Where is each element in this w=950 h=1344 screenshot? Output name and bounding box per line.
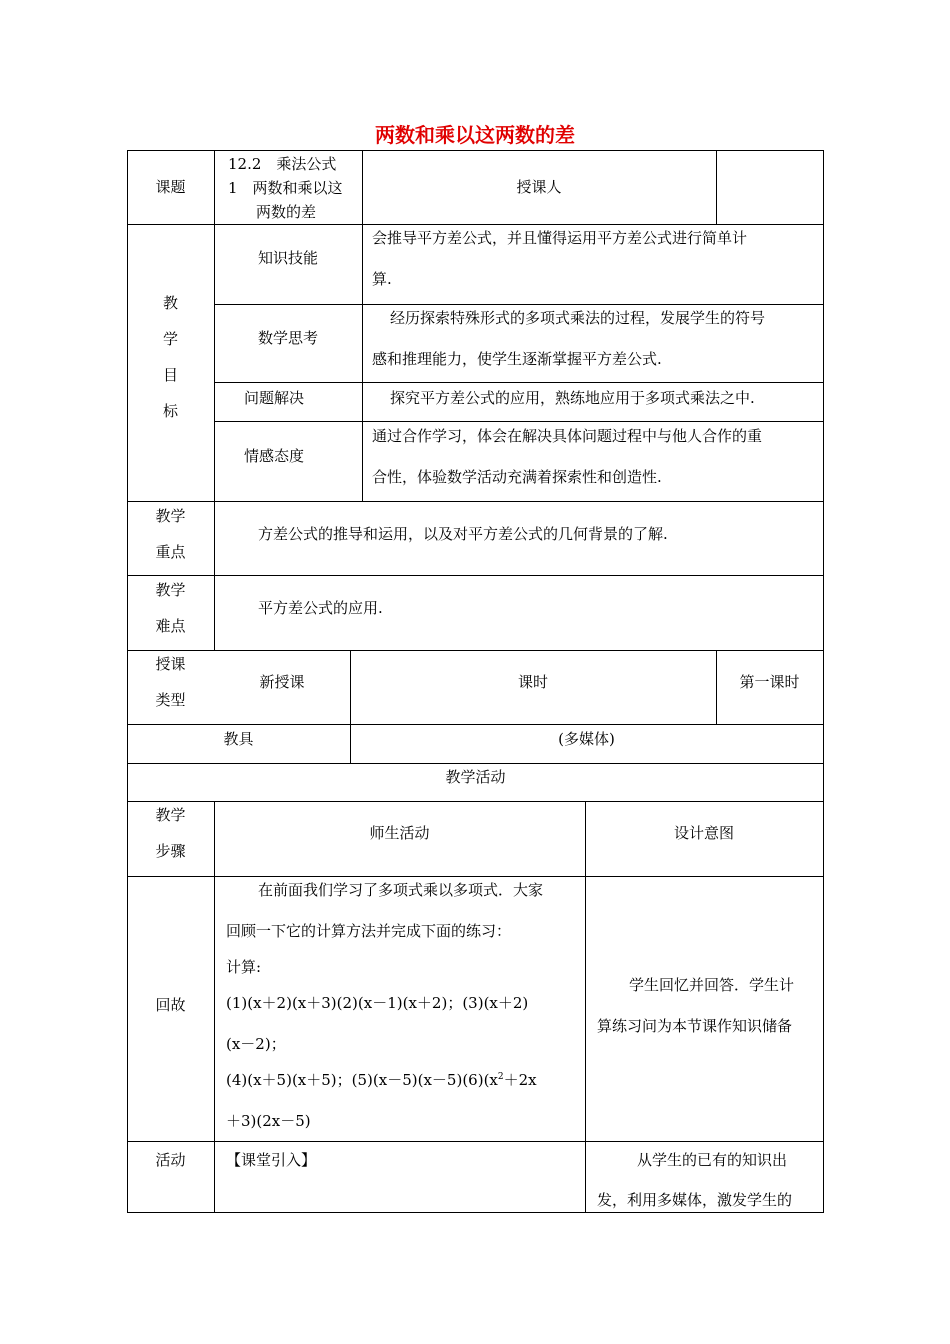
key-points-label: 教学: [155, 507, 186, 525]
superscript: 2: [497, 1072, 504, 1082]
activity-text: 【课堂引入】: [226, 1151, 317, 1169]
goal-label-attitude: 情感态度: [243, 447, 304, 465]
topic-line-1: 12.2 乘法公式: [228, 155, 337, 173]
period-label: 课时: [517, 673, 548, 691]
table-border: [127, 724, 824, 725]
review-text-part: (4)(x＋5)(x＋5)；(5)(x－5)(x－5)(6)(x: [226, 1071, 498, 1089]
review-text: ＋3)(2x－5): [226, 1112, 311, 1130]
goals-label-char: 教: [162, 294, 178, 312]
goal-text: 经历探索特殊形式的多项式乘法的过程，发展学生的符号: [390, 309, 766, 327]
table-border: [214, 382, 824, 383]
review-text: 在前面我们学习了多项式乘以多项式．大家: [258, 881, 544, 899]
activity-intent: 从学生的已有的知识出: [637, 1151, 788, 1169]
document-title: 两数和乘以这两数的差: [375, 123, 575, 147]
activity-intent: 发，利用多媒体，激发学生的: [597, 1191, 793, 1209]
goal-label-thinking: 数学思考: [257, 329, 318, 347]
key-points-label: 重点: [155, 543, 186, 561]
review-text: 回顾一下它的计算方法并完成下面的练习：: [226, 922, 512, 940]
table-border: [127, 150, 824, 151]
table-border: [716, 150, 717, 225]
goals-label-char: 标: [162, 402, 178, 420]
table-border: [127, 801, 824, 802]
teacher-student-activity-header: 师生活动: [369, 824, 430, 842]
goal-text: 感和推理能力，使学生逐渐掌握平方差公式.: [372, 350, 662, 368]
goals-label-char: 学: [162, 330, 178, 348]
tools-label: 教具: [223, 730, 254, 748]
table-border: [214, 801, 215, 1213]
lesson-type-value: 新授课: [259, 673, 305, 691]
goal-text: 会推导平方差公式，并且懂得运用平方差公式进行简单计: [372, 229, 748, 247]
tools-value: (多媒体): [558, 730, 615, 748]
activity-label: 活动: [155, 1151, 186, 1169]
review-text: 计算:: [226, 958, 262, 976]
topic-label: 课题: [155, 178, 186, 196]
goal-label-knowledge: 知识技能: [257, 249, 318, 267]
table-border: [823, 150, 824, 1213]
review-intent: 算练习问为本节课作知识储备: [597, 1017, 793, 1035]
steps-label: 教学: [155, 806, 186, 824]
goal-text: 通过合作学习，体会在解决具体问题过程中与他人合作的重: [372, 427, 763, 445]
difficulties-label: 教学: [155, 581, 186, 599]
topic-line-3: 两数的差: [256, 203, 317, 221]
review-label: 回故: [155, 996, 186, 1014]
table-border: [127, 763, 824, 764]
design-intent-header: 设计意图: [673, 824, 734, 842]
steps-label: 步骤: [155, 842, 186, 860]
table-border: [127, 501, 824, 502]
table-border: [127, 876, 824, 877]
table-border: [127, 224, 824, 225]
goal-text: 探究平方差公式的应用，熟练地应用于多项式乘法之中.: [390, 389, 755, 407]
table-border: [127, 1141, 824, 1142]
review-text-part: ＋2x: [503, 1071, 537, 1089]
goal-text: 合性，体验数学活动充满着探索性和创造性.: [372, 468, 662, 486]
goals-label-char: 目: [162, 366, 178, 384]
period-value: 第一课时: [739, 673, 800, 691]
table-border: [585, 801, 586, 1213]
goal-label-problem-solving: 问题解决: [243, 389, 304, 407]
review-text: (1)(x＋2)(x＋3)(2)(x－1)(x＋2)；(3)(x＋2): [226, 994, 529, 1012]
key-points-text: 方差公式的推导和运用，以及对平方差公式的几何背景的了解.: [258, 525, 668, 543]
topic-line-2: 1 两数和乘以这: [228, 179, 343, 197]
lesson-type-label: 类型: [155, 691, 186, 709]
goal-text: 算.: [372, 270, 392, 288]
review-text: [226, 1071, 537, 1089]
difficulties-label: 难点: [155, 617, 186, 635]
table-border: [214, 304, 824, 305]
table-border: [127, 650, 824, 651]
activity-header: 教学活动: [445, 768, 506, 786]
review-text: (x－2)；: [226, 1035, 286, 1053]
difficulties-text: 平方差公式的应用.: [258, 599, 383, 617]
table-border: [127, 1212, 824, 1213]
review-intent: 学生回忆并回答．学生计: [629, 976, 795, 994]
table-border: [362, 224, 363, 502]
table-border: [214, 421, 824, 422]
lesson-type-label: 授课: [155, 655, 186, 673]
teacher-label: 授课人: [516, 178, 562, 196]
table-border: [127, 575, 824, 576]
